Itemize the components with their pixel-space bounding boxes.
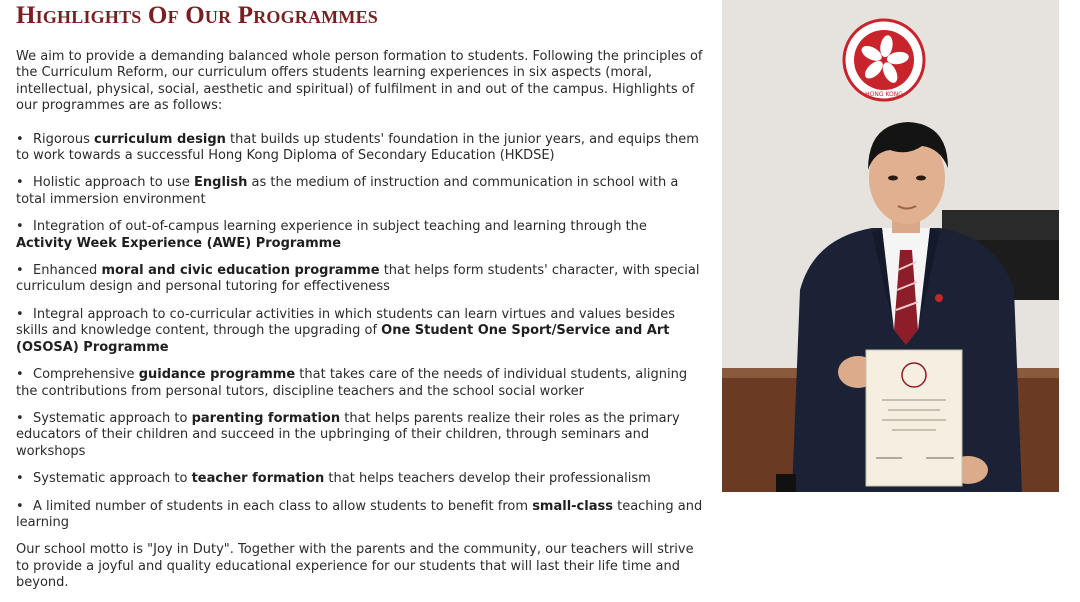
certificate xyxy=(866,350,962,486)
list-item: • Comprehensive guidance programme that takes care of the needs of individual students, aligning the contributions from personal tutors, discipline teachers and the school social worker xyxy=(16,367,688,399)
svg-text:HONG KONG: HONG KONG xyxy=(865,91,903,98)
list-item: • Systematic approach to teacher formation that helps teachers develop their professionalism xyxy=(16,471,651,487)
list-item: • Systematic approach to parenting formation that helps parents realize their roles as the primary educators of their children and succeed in the upbringing of their children, through seminars and workshops xyxy=(16,410,680,459)
list-item: • A limited number of students in each class to allow students to benefit from small-class teaching and learning xyxy=(16,498,703,530)
intro-paragraph: We aim to provide a demanding balanced whole person formation to students. Following the principles of the Curriculum Reform, our curriculum offers students learning experiences in six aspects (moral, intellectual, physical, social, aesthetic and spiritual) of fulfilment in and out of the campus. Highlights of our programmes are as follows: xyxy=(16,49,703,114)
list-item: • Enhanced moral and civic education programme that helps form students' character, with special curriculum design and personal tutoring for effectiveness xyxy=(16,263,700,295)
hong-kong-emblem xyxy=(844,20,924,100)
highlights-list xyxy=(16,132,706,532)
list-item: • Rigorous curriculum design that builds up students' foundation in the junior years, and equips them to work towards a successful Hong Kong Diploma of Secondary Education (HKDSE) xyxy=(16,131,699,164)
bullet-icon: • xyxy=(16,131,24,147)
bullet-icon: • xyxy=(16,410,24,426)
bullet-icon: • xyxy=(16,263,24,279)
programme-content xyxy=(16,49,706,592)
bullet-icon: • xyxy=(16,219,24,235)
bullet-icon: • xyxy=(16,306,24,322)
bullet-icon: • xyxy=(16,367,24,383)
list-item: • Integration of out-of-campus learning experience in subject teaching and learning through the Activity Week Experience (AWE) Programme xyxy=(16,219,647,251)
list-item: • Holistic approach to use English as the medium of instruction and communication in school with a total immersion environment xyxy=(16,175,679,207)
bullet-icon: • xyxy=(16,498,24,514)
page-title: Highlights Of Our Programmes xyxy=(16,2,378,29)
bullet-icon: • xyxy=(16,175,24,191)
bullet-icon: • xyxy=(16,471,24,487)
motto-paragraph: Our school motto is "Joy in Duty". Together with the parents and the community, our teachers will strive to provide a joyful and quality educational experience for our students that will last their life time and beyond. xyxy=(16,542,694,591)
student-photo xyxy=(722,0,1059,492)
list-item: • Integral approach to co-curricular activities in which students can learn virtues and values besides skills and knowledge content, through the upgrading of One Student One Sport/Service and Art (OSOSA) Programme xyxy=(16,306,675,355)
